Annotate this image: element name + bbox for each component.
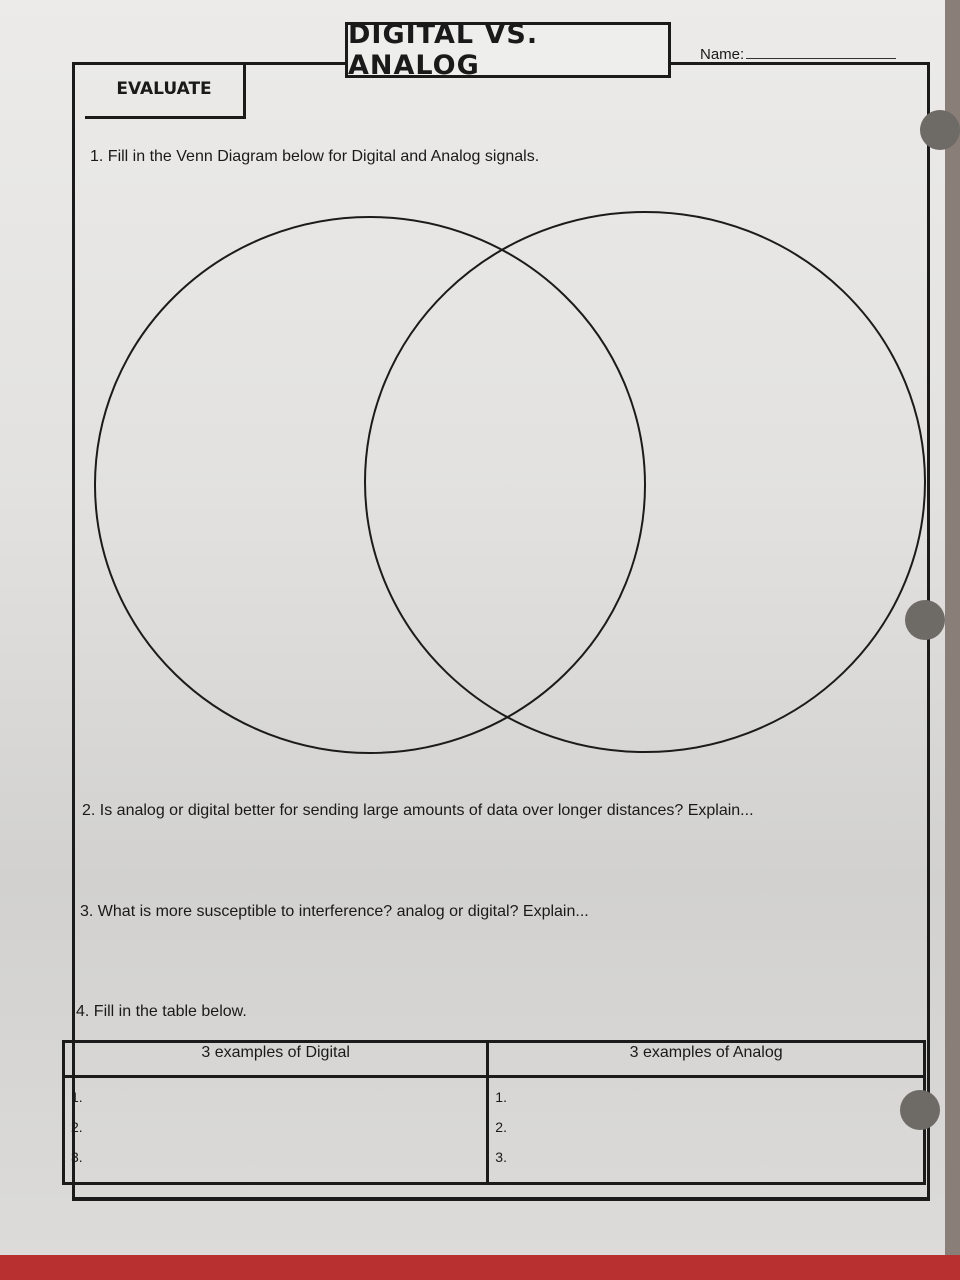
name-label: Name: <box>700 46 745 63</box>
section-label: EVALUATE <box>85 62 246 119</box>
analog-item: 1. <box>495 1089 507 1105</box>
digital-item: 3. <box>71 1149 83 1165</box>
analog-cell[interactable] <box>488 1077 925 1184</box>
background-surface <box>0 1255 960 1280</box>
venn-circle-digital <box>95 217 645 753</box>
punch-hole <box>920 110 960 150</box>
examples-table <box>62 1040 926 1185</box>
punch-hole <box>905 600 945 640</box>
digital-item: 2. <box>71 1119 83 1135</box>
digital-header: 3 examples of Digital <box>64 1042 488 1077</box>
analog-header: 3 examples of Analog <box>488 1042 925 1077</box>
question-3: 3. What is more susceptible to interference? analog or digital? Explain... <box>80 903 589 920</box>
digital-cell[interactable] <box>64 1077 488 1184</box>
question-4: 4. Fill in the table below. <box>76 1003 247 1020</box>
question-1: 1. Fill in the Venn Diagram below for Digital and Analog signals. <box>90 148 540 165</box>
analog-item: 3. <box>495 1149 507 1165</box>
digital-item: 1. <box>71 1089 83 1105</box>
punch-hole <box>900 1090 940 1130</box>
analog-item: 2. <box>495 1119 507 1135</box>
question-2: 2. Is analog or digital better for sending large amounts of data over longer distances? Explain... <box>82 802 754 819</box>
worksheet-title: DIGITAL VS. ANALOG <box>345 22 671 78</box>
